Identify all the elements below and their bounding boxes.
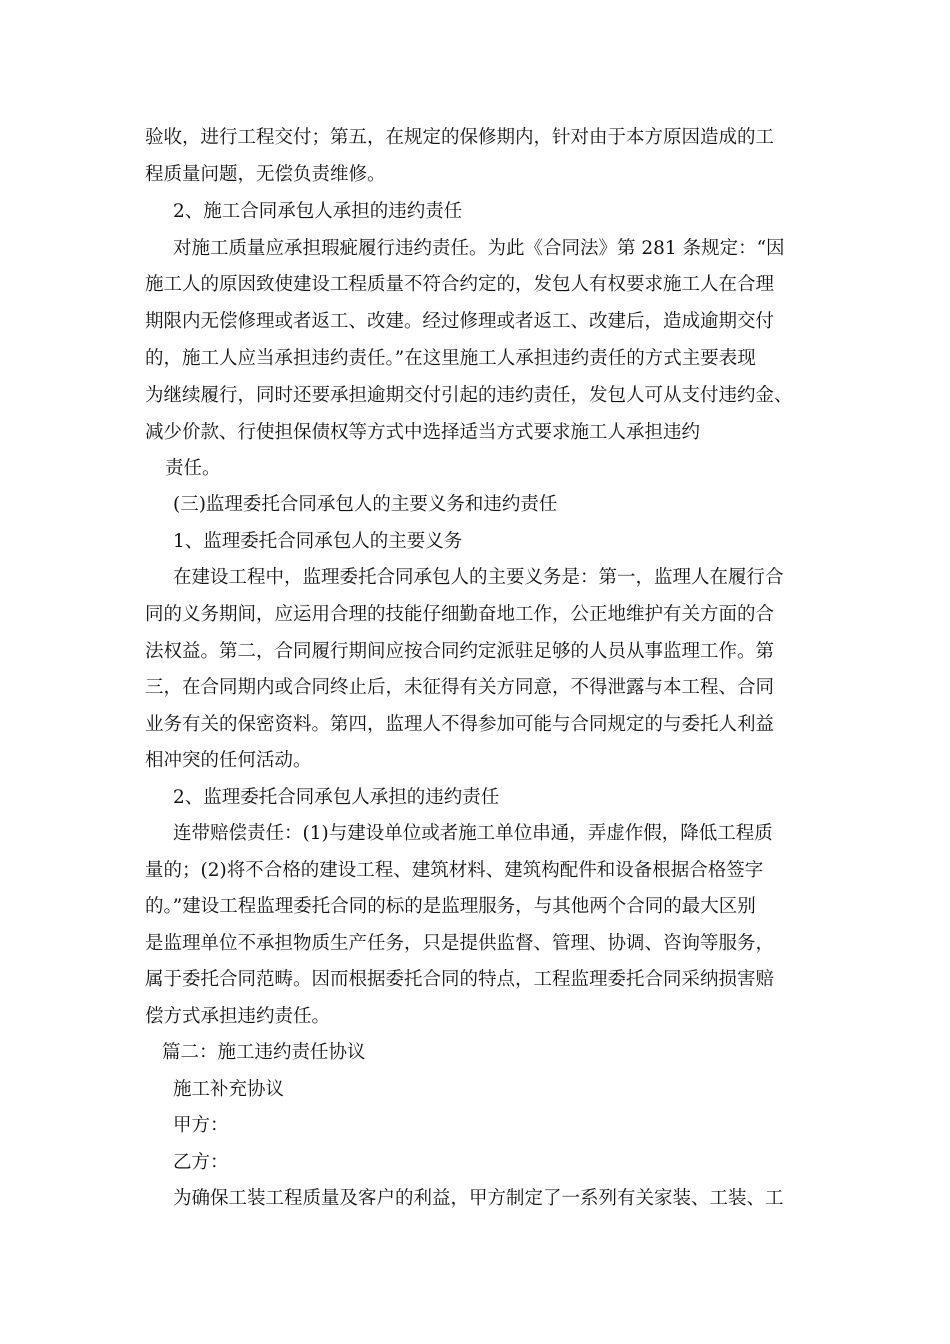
body-line: 甲方： (173, 1115, 229, 1136)
body-line: 程质量问题，无偿负责维修。 (145, 164, 386, 185)
body-line: 责任。 (165, 458, 221, 479)
section-heading: 2、监理委托合同承包人承担的违约责任 (173, 787, 500, 808)
body-line: 相冲突的任何活动。 (145, 750, 312, 771)
body-line: 期限内无偿修理或者返工、改建。经过修理或者返工、改建后，造成逾期交付 (145, 311, 775, 332)
body-line: 对施工质量应承担瑕疵履行违约责任。为此《合同法》第 281 条规定：“因 (173, 238, 785, 259)
body-line: 法权益。第二，合同履行期间应按合同约定派驻足够的人员从事监理工作。第 (145, 641, 775, 662)
body-line: 偿方式承担违约责任。 (145, 1006, 331, 1027)
body-line: 是监理单位不承担物质生产任务，只是提供监督、管理、协调、咨询等服务， (145, 933, 775, 954)
body-line: 为确保工装工程质量及客户的利益，甲方制定了一系列有关家装、工装、工 (173, 1188, 784, 1209)
section-heading: 篇二：施工违约责任协议 (162, 1042, 366, 1063)
body-line: 三，在合同期内或合同终止后，未征得有关方同意，不得泄露与本工程、合同 (145, 677, 775, 698)
body-line: 属于委托合同范畴。因而根据委托合同的特点，工程监理委托合同采纳损害赔 (145, 969, 775, 990)
body-line: 为继续履行，同时还要承担逾期交付引起的违约责任，发包人可从支付违约金、 (145, 385, 793, 406)
section-heading: (三)监理委托合同承包人的主要义务和违约责任 (173, 494, 558, 515)
body-line: 施工人的原因致使建设工程质量不符合约定的，发包人有权要求施工人在合理 (145, 274, 775, 295)
body-line: 连带赔偿责任：(1)与建设单位或者施工单位串通，弄虚作假，降低工程质 (173, 823, 773, 844)
body-line: 的。”建设工程监理委托合同的标的是监理服务，与其他两个合同的最大区别 (145, 896, 756, 917)
body-line: 减少价款、行使担保债权等方式中选择适当方式要求施工人承担违约 (145, 422, 701, 443)
body-line: 乙方： (173, 1152, 229, 1173)
body-line: 在建设工程中，监理委托合同承包人的主要义务是：第一，监理人在履行合 (173, 567, 784, 588)
body-line: 量的；(2)将不合格的建设工程、建筑材料、建筑构配件和设备根据合格签字 (145, 860, 764, 881)
section-heading: 1、监理委托合同承包人的主要义务 (173, 531, 463, 552)
body-line: 验收，进行工程交付；第五，在规定的保修期内，针对由于本方原因造成的工 (145, 127, 775, 148)
body-line: 施工补充协议 (173, 1079, 285, 1100)
body-line: 的，施工人应当承担违约责任。”在这里施工人承担违约责任的方式主要表现 (145, 348, 756, 369)
body-line: 同的义务期间，应运用合理的技能仔细勤奋地工作，公正地维护有关方面的合 (145, 604, 775, 625)
body-line: 业务有关的保密资料。第四，监理人不得参加可能与合同规定的与委托人利益 (145, 714, 775, 735)
section-heading: 2、施工合同承包人承担的违约责任 (173, 201, 463, 222)
